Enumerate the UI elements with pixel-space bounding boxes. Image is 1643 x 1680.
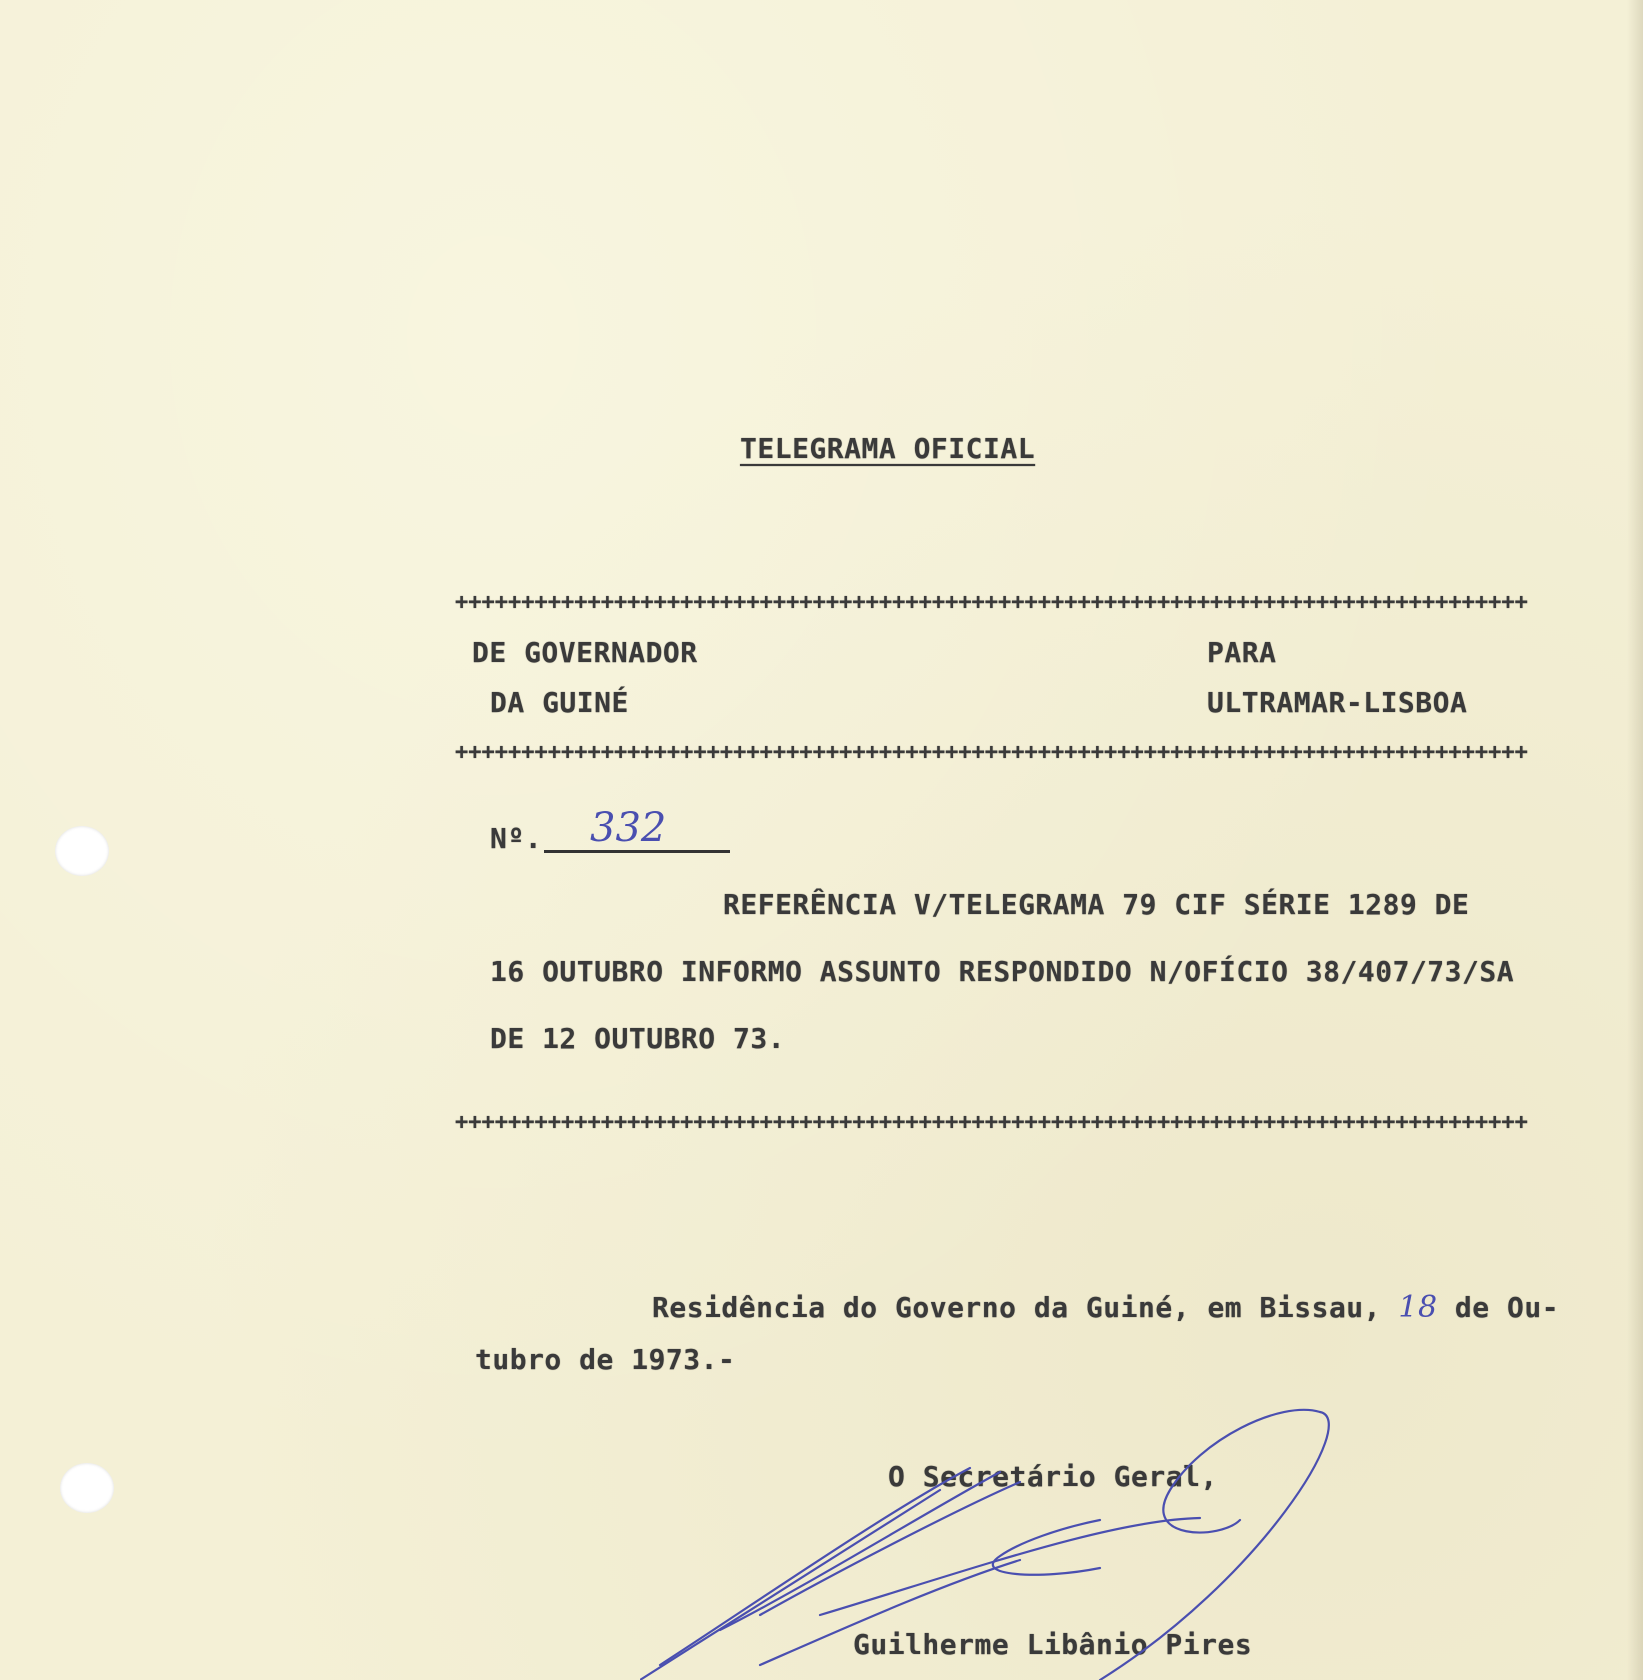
separator-top: +++++++++++++++++++++++++++++++++++++++++++++++++++++++++++++++++++++++++++++++++ [455, 590, 1528, 615]
sender-name: DA GUINÉ [490, 686, 629, 719]
separator-middle: +++++++++++++++++++++++++++++++++++++++++++++++++++++++++++++++++++++++++++++++++ [455, 740, 1528, 765]
number-label: Nº. [490, 822, 543, 855]
signatory-name: Guilherme Libânio Pires [853, 1628, 1253, 1661]
place-date-text: Residência do Governo da Guiné, em Bissau, [652, 1291, 1382, 1324]
message-line-1: REFERÊNCIA V/TELEGRAMA 79 CIF SÉRIE 1289 DE [723, 888, 1470, 921]
message-line-3: DE 12 OUTUBRO 73. [490, 1022, 786, 1055]
punch-hole-upper [55, 826, 109, 876]
handwritten-signature [640, 1400, 1360, 1680]
signature-stroke [720, 1472, 1000, 1630]
signature-stroke [1163, 1410, 1320, 1533]
handwritten-day: 18 [1398, 1290, 1438, 1325]
place-date-line-2: tubro de 1973.- [475, 1343, 736, 1376]
place-date-month-start: de Ou- [1454, 1291, 1560, 1324]
punch-hole-lower [60, 1463, 114, 1513]
document-title: TELEGRAMA OFICIAL [740, 432, 1036, 465]
place-date-line-1 [652, 1290, 1559, 1325]
recipient-label: PARA [1207, 636, 1277, 669]
signatory-title: O Secretário Geral, [888, 1460, 1218, 1493]
handwritten-number: 332 [590, 805, 667, 851]
signature-stroke [1100, 1412, 1329, 1680]
message-line-2: 16 OUTUBRO INFORMO ASSUNTO RESPONDIDO N/OFÍCIO 38/407/73/SA [490, 955, 1515, 988]
signature-stroke [760, 1560, 1020, 1665]
signature-stroke [760, 1482, 1020, 1615]
separator-bottom: +++++++++++++++++++++++++++++++++++++++++++++++++++++++++++++++++++++++++++++++++ [455, 1110, 1528, 1135]
recipient-name: ULTRAMAR-LISBOA [1207, 686, 1468, 719]
signature-stroke [820, 1518, 1200, 1615]
signature-stroke [660, 1468, 970, 1665]
paper-edge-shadow [1627, 0, 1643, 1680]
sender-label: DE GOVERNADOR [472, 636, 698, 669]
